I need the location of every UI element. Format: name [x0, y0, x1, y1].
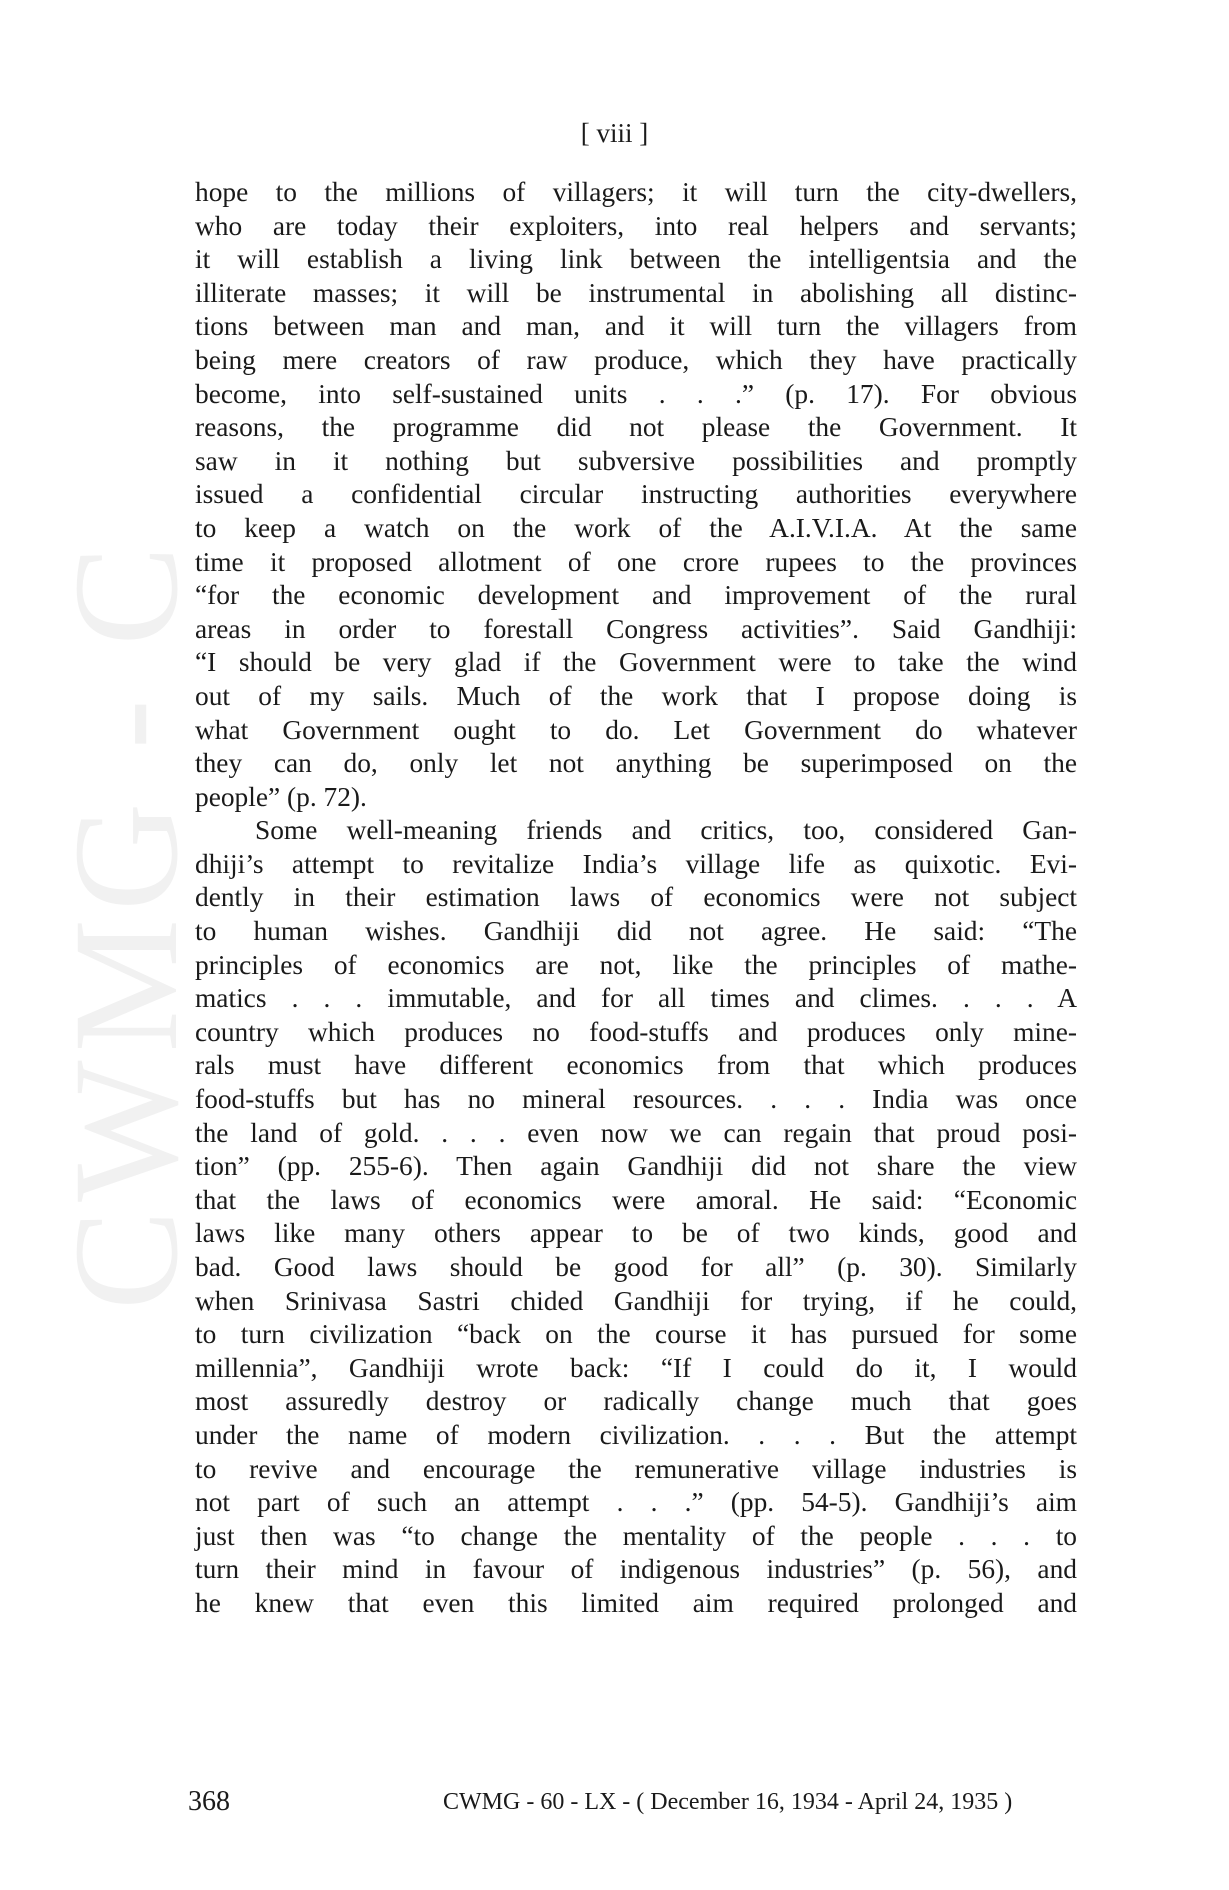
text-line: rals must have different economics from that which produces	[195, 1050, 1077, 1081]
text-line: time it proposed allotment of one crore rupees to the provinces	[195, 546, 1077, 577]
text-line: who are today their exploiters, into real helpers and servants;	[195, 210, 1077, 241]
text-line: hope to the millions of villagers; it will turn the city-dwellers,	[195, 177, 1077, 207]
text-line: when Srinivasa Sastri chided Gandhiji for trying, if he could,	[195, 1285, 1077, 1316]
text-line: “I should be very glad if the Government were to take the wind	[195, 647, 1077, 678]
body-text	[195, 176, 1077, 1621]
text-line: being mere creators of raw produce, which they have practically	[195, 344, 1077, 375]
text-line: to revive and encourage the remunerative village industries is	[195, 1453, 1077, 1484]
text-line: dhiji’s attempt to revitalize India’s village life as quixotic. Evi-	[195, 848, 1077, 879]
text-line: become, into self-sustained units . . .” (p. 17). For obvious	[195, 378, 1077, 409]
text-line: millennia”, Gandhiji wrote back: “If I could do it, I would	[195, 1352, 1077, 1383]
text-line: dently in their estimation laws of economics were not subject	[195, 882, 1077, 913]
text-line: to turn civilization “back on the course it has pursued for some	[195, 1319, 1077, 1350]
running-footer-title: CWMG - 60 - LX - ( December 16, 1934 - April 24, 1935 )	[443, 1789, 1013, 1815]
text-line: turn their mind in favour of indigenous industries” (p. 56), and	[195, 1554, 1077, 1585]
text-line: principles of economics are not, like the principles of mathe-	[195, 949, 1077, 980]
text-line: he knew that even this limited aim required prolonged and	[195, 1587, 1077, 1618]
text-line: it will establish a living link between the intelligentsia and the	[195, 244, 1077, 275]
text-line-paragraph-start: Some well-meaning friends and critics, too, considered Gan-	[255, 815, 1077, 846]
text-line: most assuredly destroy or radically change much that goes	[195, 1386, 1077, 1417]
text-line: reasons, the programme did not please the Government. It	[195, 412, 1077, 443]
page-header-label: [ viii ]	[580, 118, 649, 148]
text-line-paragraph-end: people” (p. 72).	[195, 781, 367, 812]
text-line: out of my sails. Much of the work that I propose doing is	[195, 680, 1077, 711]
text-line: not part of such an attempt . . .” (pp. 54-5). Gandhiji’s aim	[195, 1487, 1077, 1518]
text-line: under the name of modern civilization. . . . But the attempt	[195, 1419, 1077, 1450]
text-line: what Government ought to do. Let Government do whatever	[195, 714, 1077, 745]
text-line: areas in order to forestall Congress activities”. Said Gandhiji:	[195, 613, 1077, 644]
text-line: issued a confidential circular instructing authorities everywhere	[195, 479, 1077, 510]
cwmg-watermark: CWMG - C	[43, 537, 209, 1310]
text-line: just then was “to change the mentality of the people . . . to	[195, 1520, 1077, 1551]
text-line: that the laws of economics were amoral. He said: “Economic	[195, 1184, 1077, 1215]
text-line: matics . . . immutable, and for all times and climes. . . . A	[195, 983, 1077, 1014]
text-line: bad. Good laws should be good for all” (p. 30). Similarly	[195, 1252, 1077, 1282]
text-line: “for the economic development and improvement of the rural	[195, 580, 1077, 611]
text-line: illiterate masses; it will be instrumental in abolishing all distinc-	[195, 277, 1077, 308]
page-number: 368	[188, 1786, 230, 1817]
text-line: to keep a watch on the work of the A.I.V.I.A. At the same	[195, 512, 1077, 543]
text-line: they can do, only let not anything be superimposed on the	[195, 748, 1077, 779]
text-line: country which produces no food-stuffs and produces only mine-	[195, 1016, 1077, 1047]
text-line: food-stuffs but has no mineral resources. . . . India was once	[195, 1084, 1077, 1115]
text-line: to human wishes. Gandhiji did not agree. He said: “The	[195, 916, 1077, 947]
text-line: tions between man and man, and it will turn the villagers from	[195, 311, 1077, 342]
text-line: tion” (pp. 255-6). Then again Gandhiji did not share the view	[195, 1151, 1077, 1182]
text-line: saw in it nothing but subversive possibilities and promptly	[195, 445, 1077, 476]
text-line: laws like many others appear to be of two kinds, good and	[195, 1218, 1077, 1249]
text-line: the land of gold. . . . even now we can regain that proud posi-	[195, 1117, 1077, 1148]
